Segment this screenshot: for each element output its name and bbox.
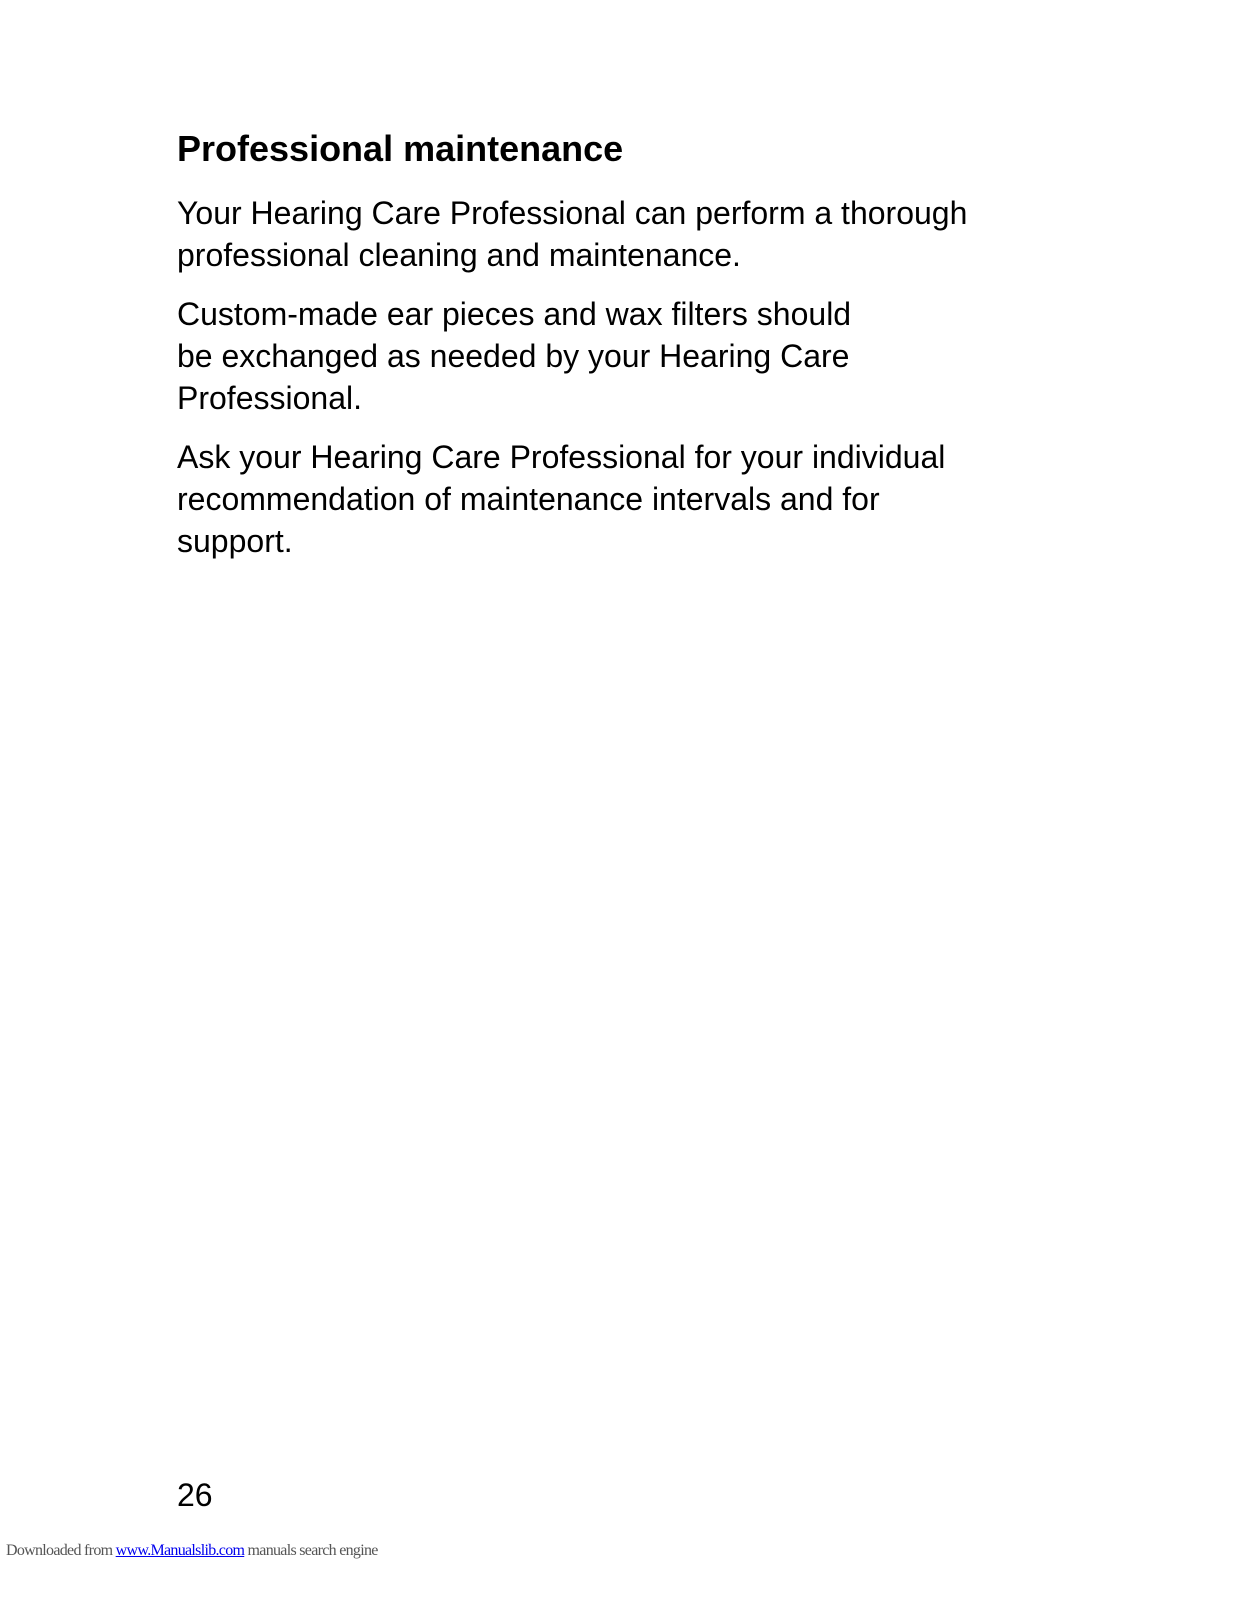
paragraph-line: Custom-made ear pieces and wax filters should <box>177 296 852 332</box>
page-content <box>177 126 1057 579</box>
paragraph-line: be exchanged as needed by your Hearing Care <box>177 338 850 374</box>
paragraph-line: Your Hearing Care Professional can perform a thorough <box>177 195 968 231</box>
footer-suffix: manuals search engine <box>244 1542 378 1559</box>
paragraph-line: Ask your Hearing Care Professional for your individual <box>177 439 946 475</box>
paragraph-line: Professional. <box>177 380 362 416</box>
paragraph-line: professional cleaning and maintenance. <box>177 237 741 273</box>
page-number: 26 <box>177 1477 213 1513</box>
paragraph-professional-cleaning <box>177 192 1057 276</box>
footer-prefix: Downloaded from <box>6 1542 116 1559</box>
download-footer <box>6 1541 378 1561</box>
section-heading: Professional maintenance <box>177 128 624 169</box>
paragraph-line: recommendation of maintenance intervals and for <box>177 481 880 517</box>
paragraph-ear-pieces-exchange <box>177 293 1057 419</box>
paragraph-line: support. <box>177 523 293 559</box>
manualslib-link[interactable]: www.Manualslib.com <box>115 1542 245 1559</box>
paragraph-maintenance-intervals <box>177 436 1057 562</box>
